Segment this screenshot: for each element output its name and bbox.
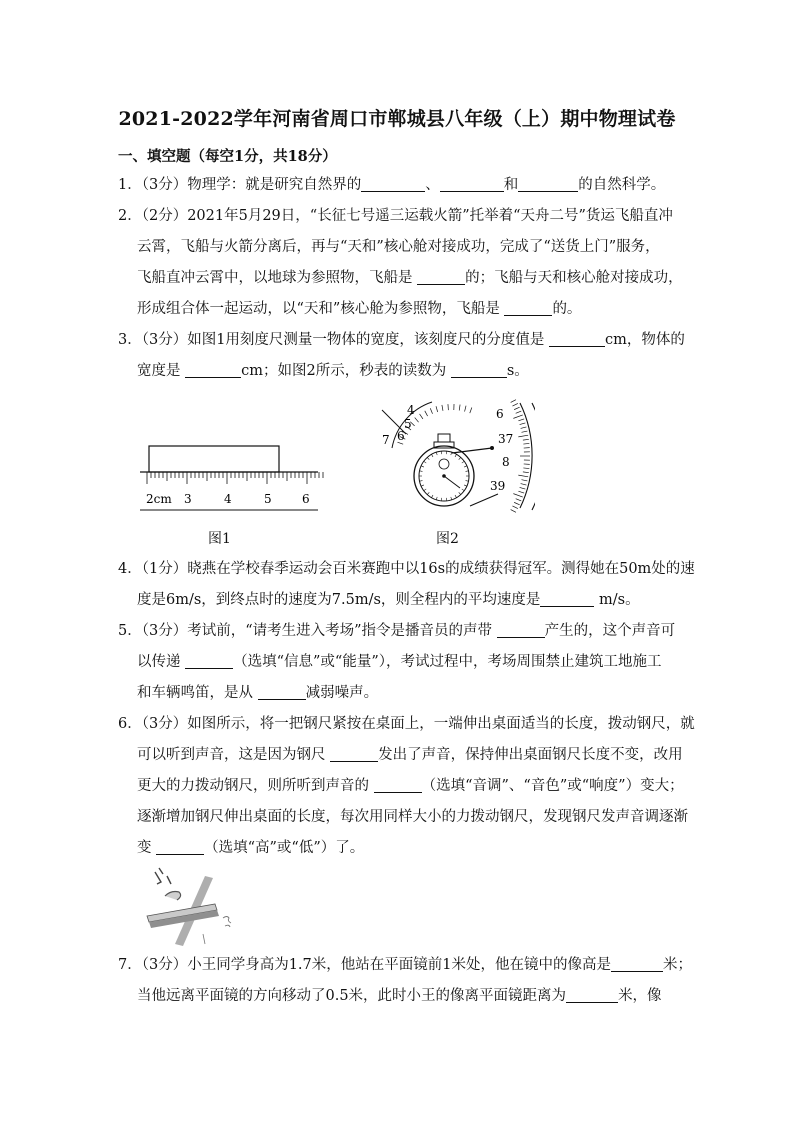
q7-text: 米，像 xyxy=(618,988,662,1004)
q5-text: 5．（3分）考试前，“请考生进入考场”指令是播音员的声带 xyxy=(118,623,497,639)
q6-text: （选填“音调”、“音色”或“响度”）变大； xyxy=(421,778,684,794)
q1-text: 和 xyxy=(503,177,519,193)
answer-blank[interactable] xyxy=(440,177,504,193)
answer-blank[interactable] xyxy=(611,957,663,973)
q2-text: 的。 xyxy=(552,301,582,317)
small-dial-label: 4 xyxy=(407,403,415,417)
q3-text: cm；如图2所示，秒表的读数为 xyxy=(241,363,451,379)
figure-1-ruler xyxy=(140,440,325,520)
q1-text: 的自然科学。 xyxy=(578,177,666,193)
q2-line: 2．（2分）2021年5月29日，“长征七号遥三运载火箭”托举着“天舟二号”货运飞船直冲 xyxy=(118,208,673,224)
q5-text: 产生的，这个声音可 xyxy=(544,623,676,639)
answer-blank[interactable] xyxy=(504,301,552,317)
small-dial-label: 5 xyxy=(404,417,412,431)
answer-blank[interactable] xyxy=(417,270,465,286)
ruler-label: 4 xyxy=(224,492,232,506)
q2-text: 飞船直冲云霄中，以地球为参照物，飞船是 xyxy=(137,270,418,286)
measured-object xyxy=(149,446,279,472)
answer-blank[interactable] xyxy=(374,778,422,794)
section-heading: 一、填空题（每空1分，共18分） xyxy=(118,148,337,165)
q6-text: 发出了声音，保持伸出桌面钢尺长度不变，改用 xyxy=(378,747,683,763)
q2-line: 云霄，飞船与火箭分离后，再与“天和”核心舱对接成功，完成了“送货上门”服务， xyxy=(137,239,660,255)
large-dial-label: 37 xyxy=(498,432,514,446)
question-3 xyxy=(118,325,685,387)
large-dial-label: 6 xyxy=(496,407,504,421)
q1-text: 1．（3分）物理学：就是研究自然界的 xyxy=(118,177,362,193)
q6-text: 更大的力拨动钢尺，则所听到声音的 xyxy=(137,778,374,794)
figure-1-caption: 图1 xyxy=(208,531,231,547)
answer-blank[interactable] xyxy=(497,623,545,639)
q3-text: cm，物体的 xyxy=(605,332,685,348)
figure-2-stopwatch xyxy=(370,398,535,528)
answer-blank[interactable] xyxy=(566,988,618,1004)
large-dial-label: 8 xyxy=(502,455,510,469)
q5-text: 和车辆鸣笛，是从 xyxy=(137,685,258,701)
question-5 xyxy=(118,616,678,709)
answer-blank[interactable] xyxy=(185,363,241,379)
q1-text: 、 xyxy=(425,177,440,193)
answer-blank[interactable] xyxy=(361,177,425,193)
ruler-label: 5 xyxy=(264,492,272,506)
q2-text: 的；飞船与天和核心舱对接成功， xyxy=(465,270,683,286)
q7-text: 米； xyxy=(662,957,692,973)
large-dial-label: 39 xyxy=(490,479,506,493)
small-dial-label: 7 xyxy=(382,433,390,447)
answer-blank[interactable] xyxy=(518,177,578,193)
q3-text: s。 xyxy=(506,363,529,379)
q5-text: （选填“信息”或“能量”），考试过程中，考场周围禁止建筑工地施工 xyxy=(233,654,662,670)
q4-text: m/s。 xyxy=(594,592,640,608)
ruler-label: 3 xyxy=(184,492,192,506)
answer-blank[interactable] xyxy=(258,685,306,701)
question-1 xyxy=(118,170,678,201)
q6-text: 可以听到声音，这是因为钢尺 xyxy=(137,747,331,763)
q5-text: 减弱噪声。 xyxy=(305,685,379,701)
q3-text: 3．（3分）如图1用刻度尺测量一物体的宽度，该刻度尺的分度值是 xyxy=(118,332,550,348)
q6-line: 逐渐增加钢尺伸出桌面的长度，每次用同样大小的力拨动钢尺，发现钢尺发声音调逐渐 xyxy=(137,809,688,825)
answer-blank[interactable] xyxy=(540,592,594,608)
q6-text: （选填“高”或“低”）了。 xyxy=(204,840,365,856)
q6-line: 6．（3分）如图所示，将一把钢尺紧按在桌面上，一端伸出桌面适当的长度，拨动钢尺，就 xyxy=(118,716,695,732)
q7-text: 当他远离平面镜的方向移动了0.5米，此时小王的像离平面镜距离为 xyxy=(137,988,567,1004)
figure-2-caption: 图2 xyxy=(436,531,459,547)
page-title: 2021-2022学年河南省周口市郸城县八年级（上）期中物理试卷 xyxy=(118,108,676,130)
answer-blank[interactable] xyxy=(156,840,204,856)
q4-line: 4．（1分）晓燕在学校春季运动会百米赛跑中以16s的成绩获得冠军。测得她在50m处的速 xyxy=(118,561,695,577)
q4-text: 度是6m/s，到终点时的速度为7.5m/s，则全程内的平均速度是 xyxy=(137,592,541,608)
q7-text: 7．（3分）小王同学身高为1.7米，他站在平面镜前1米处，他在镜中的像高是 xyxy=(118,957,611,973)
q3-text: 宽度是 xyxy=(137,363,186,379)
ruler-label: 6 xyxy=(302,492,310,506)
answer-blank[interactable] xyxy=(549,332,605,348)
answer-blank[interactable] xyxy=(451,363,507,379)
answer-blank[interactable] xyxy=(185,654,233,670)
q5-text: 以传递 xyxy=(137,654,186,670)
question-2 xyxy=(118,201,683,325)
small-dial-label: 6 xyxy=(397,429,405,443)
question-7 xyxy=(118,950,692,1012)
answer-blank[interactable] xyxy=(330,747,378,763)
q6-text: 变 xyxy=(137,840,157,856)
question-6 xyxy=(118,709,695,864)
question-4 xyxy=(118,554,695,616)
q2-text: 形成组合体一起运动，以“天和”核心舱为参照物，飞船是 xyxy=(137,301,505,317)
steel-ruler-figure xyxy=(145,866,240,948)
ruler-label: 2cm xyxy=(146,492,172,506)
